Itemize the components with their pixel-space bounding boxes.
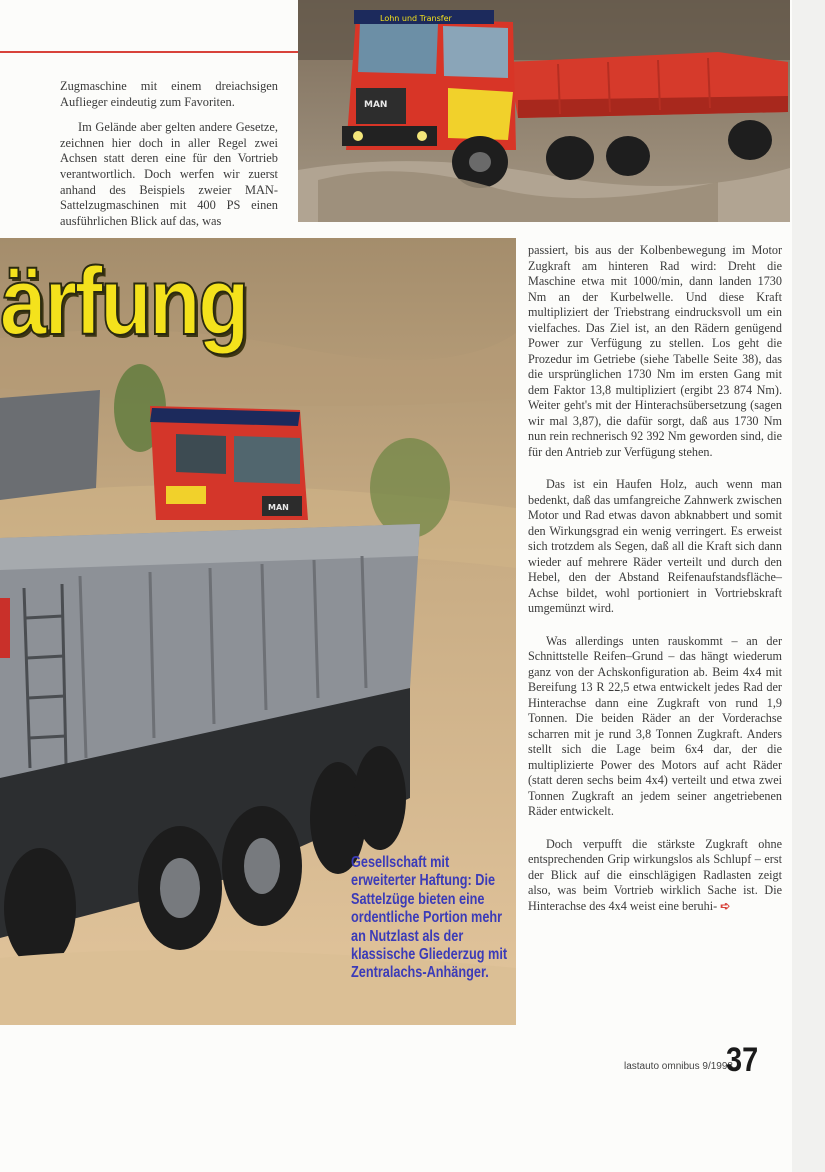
headline: ärfung xyxy=(0,248,247,355)
right-column xyxy=(528,243,782,931)
truck-brand-main: MAN xyxy=(268,503,289,512)
right-paragraph: Was allerdings unten rauskommt – an der Schnittstelle Reifen–Grund – das hängt wiederum ganz von der Achskonfiguration ab. Beim 4x4 mit Bereifung 13 R 22,5 etwa entwickelt jedes Rad der Hinterachse dann eine Zugkraft von rund 1,9 Tonnen. Die beiden Räder an der Vorderachse scharren mit je rund 3,8 Tonnen Zugkraft. Anders stellt sich die Lage beim 6x4 dar, der die multiplizierte Power des Motors auf acht Räder (statt deren sechs beim 4x4) verteilt und etwa zwei Tonnen Zugkraft an jedem seiner angetriebenen Räder entwickelt. xyxy=(528,633,782,818)
photo-caption: Gesellschaft mit erweiterter Haftung: Die Sattelzüge bieten eine ordentliche Portion mehr an Nutzlast als der klassische Gliederzug mit Zentralachs-Anhänger. xyxy=(351,854,508,982)
right-paragraph-text: Doch verpufft die stärkste Zugkraft ohne entsprechenden Grip wirkungslos als Schlupf – erst der Blick auf die einschlägigen Radlasten zeigt also, was beim Vortrieb wirklich Sache ist. Die Hinterachse des 4x4 weist eine beruhi- xyxy=(528,836,782,913)
photo-top-truck xyxy=(298,0,790,222)
accent-rule xyxy=(0,51,298,53)
right-paragraph: passiert, bis aus der Kolbenbewegung im Motor Zugkraft am hinteren Rad wird: Dreht die Maschine etwa mit 1000/min, dann landen 1730 Nm an der Kurbelwelle. Und diese Kraft multipliziert der Triebstrang eindrucksvoll um ein vielfaches. Das Ziel ist, an den Rädern genügend Power zur Verfügung zu stellen. Los geht die Prozedur im Getriebe (siehe Tabelle Seite 38), das die ursprünglichen 1730 Nm im ersten Gang mit dem Faktor 13,8 multipliziert (ergibt 23 874 Nm). Weiter geht's mit der Hinterachsübersetzung (sagen wir mal 3,87), die dafür sorgt, daß aus 1730 Nm nun rein rechnerisch 92 392 Nm geworden sind, die für den Antrieb zur Verfügung stehen. xyxy=(528,243,782,459)
left-paragraph: Im Gelände aber gelten andere Gesetze, zeichnen hier doch in aller Regel zwei Achsen statt deren eine für den Vortrieb verantwortlich. Doch werfen wir zuerst anhand des Beispiels zweier MAN-Sattelzugmaschinen mit 400 PS einen ausführlichen Blick auf das, was xyxy=(60,120,278,228)
left-paragraph: Zugmaschine mit einem dreiachsigen Auflieger eindeutig zum Favoriten. xyxy=(60,79,278,109)
page-number: 37 xyxy=(726,1041,759,1079)
footer-publication: lastauto omnibus 9/1998 xyxy=(624,1061,733,1072)
right-paragraph-last xyxy=(528,837,782,915)
photo-top-illustration xyxy=(298,0,790,222)
right-paragraph: Das ist ein Haufen Holz, auch wenn man bedenkt, daß das umfangreiche Zahnwerk zwischen Motor und Rad etwas davon abknabbert und somit den Wirkungsgrad ein wenig verringert. Es erweist sich trotzdem als Segen, daß all die Kraft sich dann wieder auf mehrere Räder verteilt und durch den Hebel, den der Abstand Reifenaufstandsfläche–Achse bildet, wohl portioniert in Vortriebskraft umgemünzt wird. xyxy=(528,477,782,615)
truck-brand-top: MAN xyxy=(364,100,388,110)
page-edge xyxy=(792,0,825,1172)
continue-arrow-icon: ➪ xyxy=(720,898,731,913)
left-column xyxy=(60,79,278,229)
cab-sign-top: Lohn und Transfer xyxy=(380,14,452,23)
